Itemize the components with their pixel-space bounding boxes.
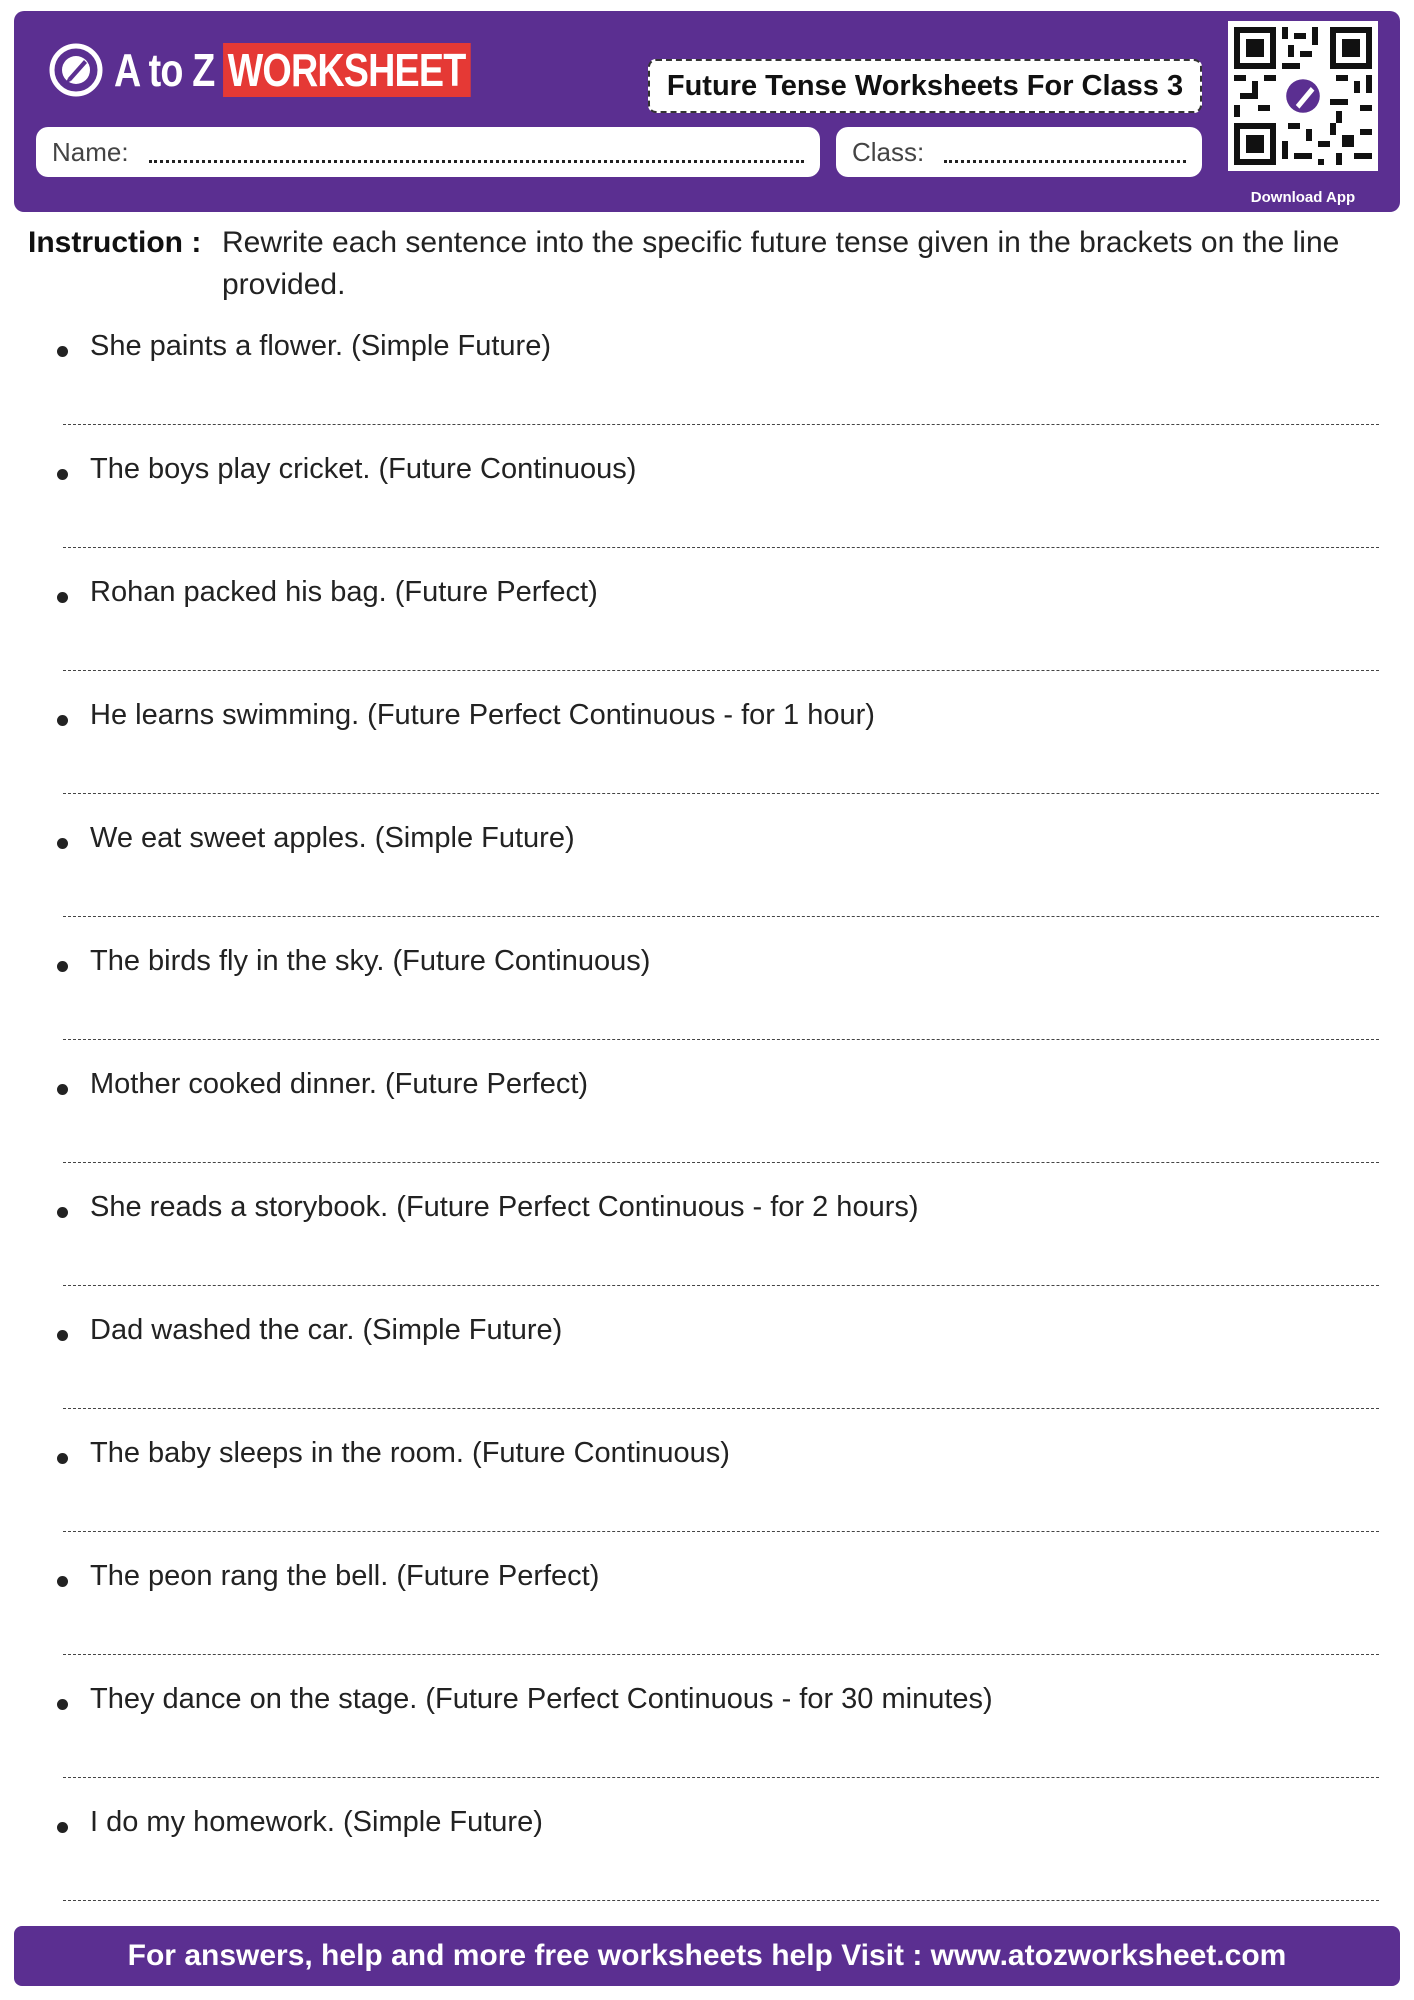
question-text: She paints a flower. (Simple Future) <box>90 330 551 362</box>
question-item <box>0 1675 1414 1798</box>
answer-line[interactable] <box>63 670 1379 671</box>
question-item <box>0 691 1414 814</box>
answer-line[interactable] <box>63 1285 1379 1286</box>
instruction-text: Rewrite each sentence into the specific future tense given in the brackets on the line provided. <box>222 226 1340 301</box>
question-text: She reads a storybook. (Future Perfect Continuous - for 2 hours) <box>90 1191 919 1223</box>
bullet-icon <box>57 346 68 357</box>
question-text: Mother cooked dinner. (Future Perfect) <box>90 1068 589 1100</box>
answer-line[interactable] <box>63 1900 1379 1901</box>
bullet-icon <box>57 592 68 603</box>
answer-line[interactable] <box>63 547 1379 548</box>
bullet-icon <box>57 1207 68 1218</box>
question-item <box>0 1183 1414 1306</box>
question-text: I do my homework. (Simple Future) <box>90 1806 543 1838</box>
question-item <box>0 1552 1414 1675</box>
answer-line[interactable] <box>63 1531 1379 1532</box>
instruction <box>28 222 1358 301</box>
question-text: We eat sweet apples. (Simple Future) <box>90 822 575 854</box>
question-text: The boys play cricket. (Future Continuous) <box>90 453 637 485</box>
name-label: Name: <box>52 136 129 167</box>
brand-logo[interactable] <box>48 45 549 95</box>
answer-line[interactable] <box>63 424 1379 425</box>
question-item <box>0 937 1414 1060</box>
footer-banner[interactable]: For answers, help and more free worksheets help Visit : www.atozworksheet.com <box>14 1926 1400 1986</box>
instruction-label: Instruction : <box>28 226 202 259</box>
question-item <box>0 1060 1414 1183</box>
question-text: He learns swimming. (Future Perfect Continuous - for 1 hour) <box>90 699 875 731</box>
question-text: The birds fly in the sky. (Future Continuous) <box>90 945 651 977</box>
bullet-icon <box>57 1576 68 1587</box>
bullet-icon <box>57 1822 68 1833</box>
question-item <box>0 814 1414 937</box>
bullet-icon <box>57 469 68 480</box>
bullet-icon <box>57 1084 68 1095</box>
class-field[interactable] <box>836 127 1202 177</box>
bullet-icon <box>57 961 68 972</box>
bullet-icon <box>57 715 68 726</box>
question-text: Dad washed the car. (Simple Future) <box>90 1314 563 1346</box>
name-blank-line[interactable] <box>149 142 804 163</box>
bullet-icon <box>57 1330 68 1341</box>
question-item <box>0 1306 1414 1429</box>
bullet-icon <box>57 1699 68 1710</box>
question-text: The baby sleeps in the room. (Future Continuous) <box>90 1437 730 1469</box>
bullet-icon <box>57 838 68 849</box>
worksheet-title: Future Tense Worksheets For Class 3 <box>648 59 1202 113</box>
download-app-label[interactable]: Download App <box>1250 189 1356 206</box>
class-label: Class: <box>852 136 925 167</box>
answer-line[interactable] <box>63 1162 1379 1163</box>
bullet-icon <box>57 1453 68 1464</box>
question-item <box>0 445 1414 568</box>
logo-icon <box>48 42 104 98</box>
question-item <box>0 1429 1414 1552</box>
question-list <box>0 322 1414 1921</box>
answer-line[interactable] <box>63 1039 1379 1040</box>
logo-text <box>114 43 470 97</box>
question-text: They dance on the stage. (Future Perfect Continuous - for 30 minutes) <box>90 1683 993 1715</box>
question-item <box>0 1798 1414 1921</box>
name-field[interactable] <box>36 127 820 177</box>
question-item <box>0 322 1414 445</box>
qr-code-icon <box>1228 21 1378 171</box>
logo-brand: A to Z <box>114 44 215 96</box>
worksheet-header <box>14 11 1400 212</box>
answer-line[interactable] <box>63 1777 1379 1778</box>
class-blank-line[interactable] <box>944 142 1186 163</box>
question-text: Rohan packed his bag. (Future Perfect) <box>90 576 598 608</box>
question-item <box>0 568 1414 691</box>
qr-code[interactable] <box>1228 21 1378 171</box>
answer-line[interactable] <box>63 1408 1379 1409</box>
answer-line[interactable] <box>63 916 1379 917</box>
question-text: The peon rang the bell. (Future Perfect) <box>90 1560 600 1592</box>
answer-line[interactable] <box>63 793 1379 794</box>
logo-tag: WORKSHEET <box>223 43 471 97</box>
answer-line[interactable] <box>63 1654 1379 1655</box>
